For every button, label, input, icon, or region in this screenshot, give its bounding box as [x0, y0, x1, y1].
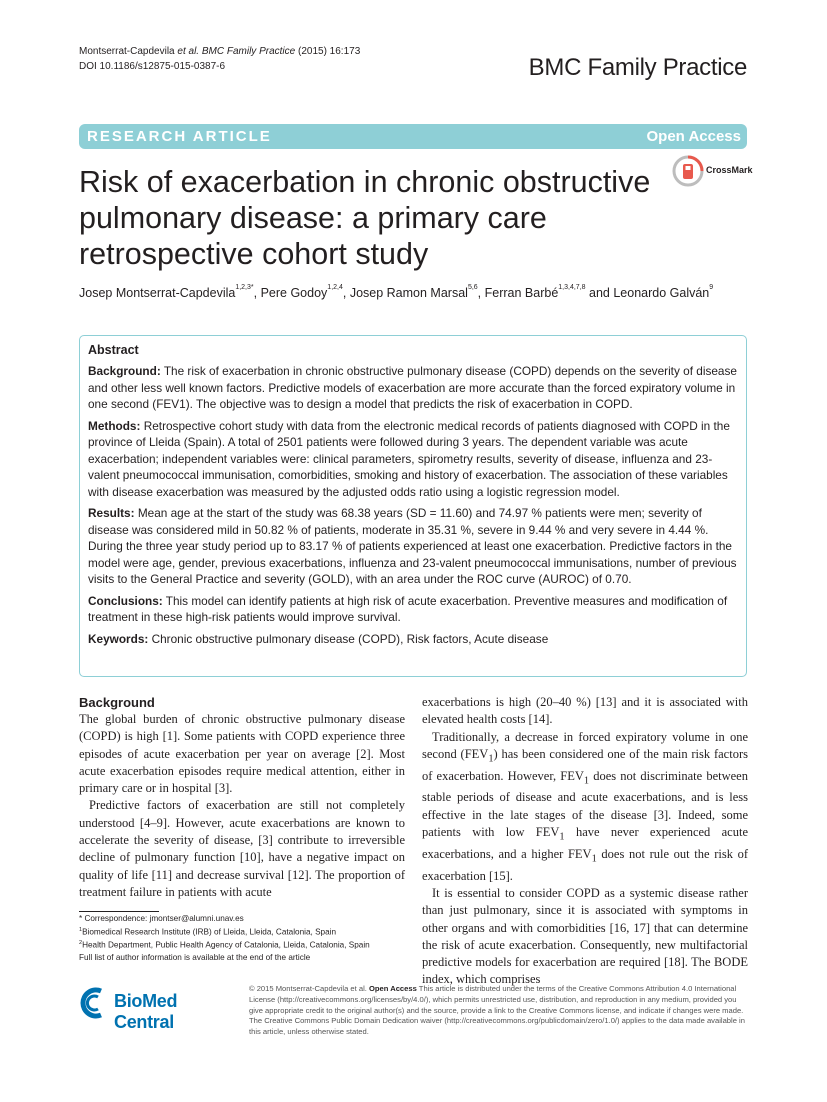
citation-etal: et al.: [177, 46, 200, 57]
correspondence[interactable]: * Correspondence: jmontser@alumni.unav.es: [79, 914, 244, 923]
abstract-background: Background: The risk of exacerbation in chronic obstructive pulmonary disease (COPD) depends on the severity of disease and other less well known factors. Predictive models of exacerbation are more accurate than the forced expiratory volume in one second (FEV1). The objective was to design a model that predicts the risk of exacerbation in COPD.: [88, 364, 737, 411]
full-author-info-note: Full list of author information is available at the end of the article: [79, 952, 311, 962]
abstract-results: Results: Mean age at the start of the study was 68.38 years (SD = 11.60) and 74.97 % patients were men; severity of disease was considered mild in 50.82 % of patients, moderate in 35.31 %, severe in 9.44 % and very severe in 4.44 %. During the three year study period up to 83.17 % of patients experienced at least one exacerbation. Predictive factors in the model were age, gender, previous exacerbations, influenza and 23-valent pneumococcal immunisations, number of previous visits to the General Practice and severity (GOLD), with an area under the ROC curve (AUROC) of 0.70.: [88, 506, 737, 586]
article-type-label: RESEARCH ARTICLE: [87, 128, 272, 145]
author-1[interactable]: Josep Montserrat-Capdevila$^{1,2,3*}$,: [79, 284, 261, 300]
biomed-central-logo-text: BioMed Central: [114, 991, 178, 1032]
biomed-central-logo[interactable]: [79, 985, 239, 1032]
author-3[interactable]: Josep Ramon Marsal$^{5,6}$,: [349, 284, 485, 300]
body-column-left: [79, 694, 405, 901]
section-heading-background: Background: [79, 695, 155, 710]
author-2[interactable]: Pere Godoy$^{1,2,4}$,: [260, 284, 350, 300]
crossmark-badge[interactable]: [672, 155, 752, 191]
body-column-right: [422, 694, 748, 989]
author-4[interactable]: Ferran Barbé$^{1,3,4,7,8}$ and: [484, 284, 614, 300]
footnote-rule: [79, 911, 159, 912]
citation-rest: (2015) 16:173: [295, 46, 361, 57]
doi[interactable]: DOI 10.1186/s12875-015-0387-6: [79, 61, 226, 72]
running-header: [79, 44, 360, 74]
author-list: [79, 286, 759, 300]
article-title: Risk of exacerbation in chronic obstructive pulmonary disease: a primary care retrospective cohort study: [79, 165, 651, 271]
body-paragraph: The global burden of chronic obstructive pulmonary disease (COPD) is high [1]. Some patients with COPD experience three episodes of acute exacerbation per year on average [2]. Most acute exacerbation episodes require medical attention, either in primary care or in hospital [3].: [79, 712, 405, 796]
abstract-box: [79, 335, 747, 677]
journal-name: BMC Family Practice: [528, 54, 747, 81]
body-paragraph-fev: Traditionally, a decrease in forced expiratory volume in one second $(FEV_1)$ has been considered one of the main risk factors of exacerbation. However, $FEV_1$ does not discriminate between stable periods of disease and acute exacerbations, and is less effective in the late stages of the disease [3]. Indeed, some patients with low $FEV_1$ have never experienced acute exacerbations, and a higher $FEV_1$ does not rule out the risk of exacerbation [15].: [422, 729, 748, 883]
citation-line: [79, 44, 360, 59]
body-paragraph: exacerbations is high (20–40 %) [13] and it is associated with elevated health costs [14].: [422, 695, 748, 727]
author-5[interactable]: Leonardo Galván$^9$: [613, 284, 714, 300]
abstract-methods: Methods: Retrospective cohort study with data from the electronic medical records of patients diagnosed with COPD in the province of Lleida (Spain). A total of 2501 patients were followed during 3 years. The dependent variable was acute exacerbation; independent variables were: clinical parameters, spirometry results, severity of disease, influenza and 23-valent pneumococcal immunisation, comorbidities, smoking and history of exacerbation. The association of these variables with disease exacerbation was measured by the adjusted odds ratio using a logistic regression model.: [88, 418, 730, 499]
abstract-conclusions: Conclusions: This model can identify patients at high risk of acute exacerbation. Preventive measures and modification of treatment in these high-risk patients would improve survival.: [88, 593, 728, 624]
abstract-keywords: Keywords: Chronic obstructive pulmonary disease (COPD), Risk factors, Acute disease: [88, 631, 549, 646]
crossmark-label: CrossMark: [706, 165, 753, 175]
biomed-central-logo-icon: [79, 987, 111, 1019]
open-access-label: Open Access: [646, 128, 741, 145]
body-paragraph: It is essential to consider COPD as a systemic disease rather than just pulmonary, since it is associated with symptoms in other organs and with comorbidities [16, 17] that can determine the risk of acute exacerbation. Consequently, new multifactorial predictive models for exacerbation are required [18]. The BODE index, which comprises: [422, 885, 748, 987]
crossmark-icon: [672, 155, 704, 187]
citation-journal: BMC Family Practice: [201, 46, 296, 57]
affiliation-1: $^1$Biomedical Research Institute (IRB) of Lleida, Lleida, Catalonia, Spain: [79, 926, 337, 937]
footnotes: [79, 913, 399, 964]
body-paragraph: Predictive factors of exacerbation are still not completely understood [4–9]. However, acute exacerbations are known to accelerate the severity of disease, [3] contribute to irreversible decline of pulmonary function [10], have a negative impact on quality of life [11] and decrease survival [12]. The proportion of treatment failure in patients with acute: [79, 798, 405, 899]
citation-authors: Montserrat-Capdevila: [79, 46, 175, 57]
license-text: © 2015 Montserrat-Capdevila et al. Open Access This article is distributed under the terms of the Creative Commons Attribution 4.0 International License (http://creativecommons.org/licenses/by/4.0/), which permits unrestricted use, distribution, and reproduction in any medium, provided you give appropriate credit to the original author(s) and the source, provide a link to the Creative Commons license, and indicate if changes were made. The Creative Commons Public Domain Dedication waiver (http://creativecommons.org/publicdomain/zero/1.0/) applies to the data made available in this article, unless otherwise stated.: [249, 984, 745, 1037]
abstract-heading: Abstract: [88, 343, 139, 357]
affiliation-2: $^2$Health Department, Public Health Agency of Catalonia, Lleida, Catalonia, Spain: [79, 940, 370, 951]
article-type-banner: [79, 124, 747, 149]
